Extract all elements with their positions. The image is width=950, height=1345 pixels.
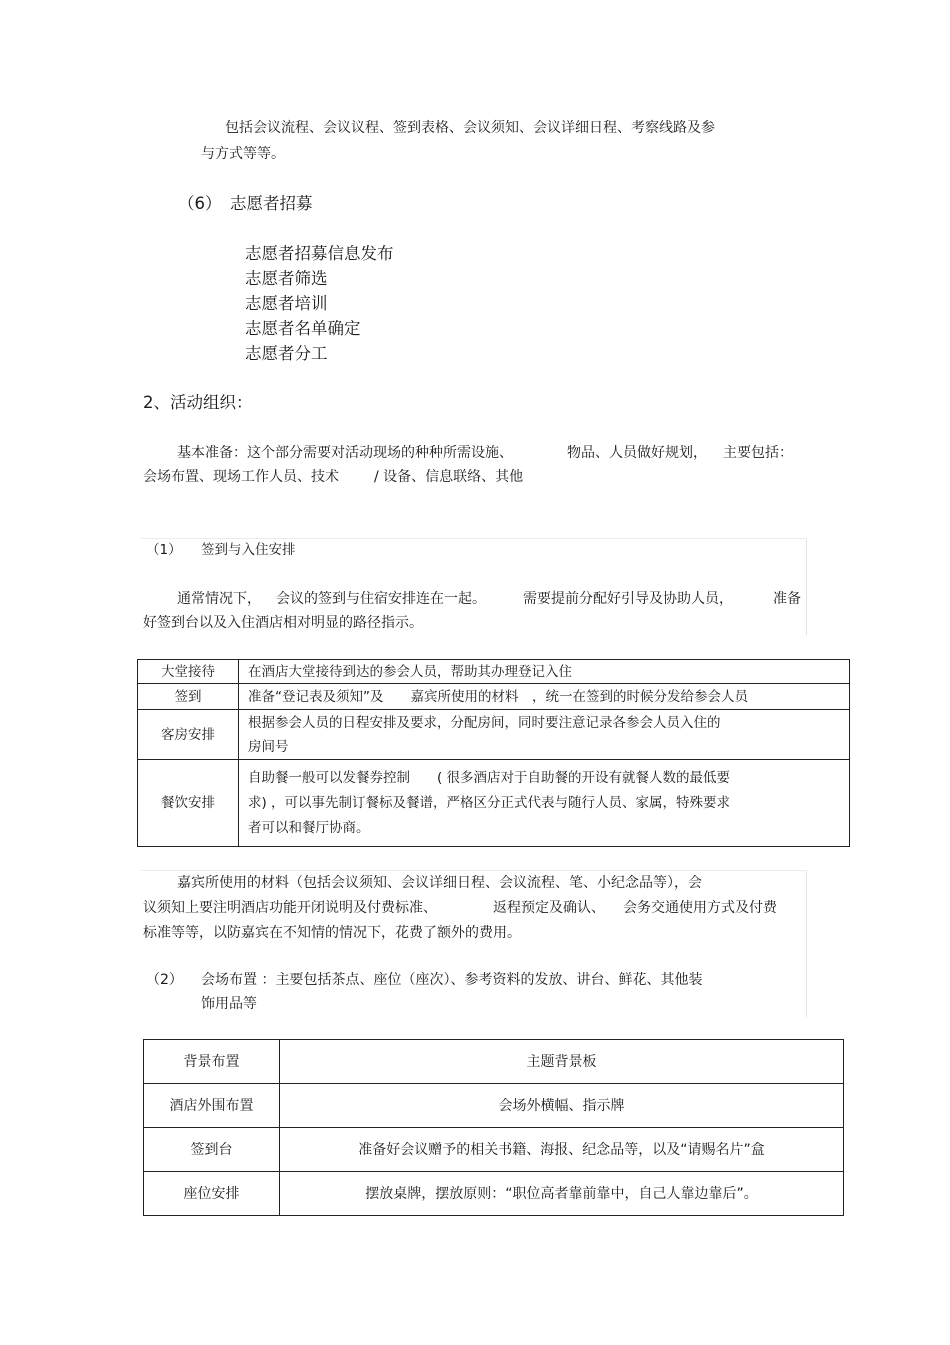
materials-line-1: 嘉宾所使用的材料（包括会议须知、会议详细日程、会议流程、笔、小纪念品等），会 [177, 875, 702, 891]
signin-number: （1） [146, 542, 182, 558]
signin-title: 签到与入住安排 [201, 542, 296, 558]
signin-p1c: 需要提前分配好引导及协助人员， [523, 591, 733, 607]
table-cell-key: 签到 [138, 684, 239, 710]
table-cell-value [239, 660, 850, 684]
table-cell-value [239, 684, 850, 710]
cell-line: 准备“登记表及须知”及 嘉宾所使用的材料 ，统一在签到的时候分发给参会人员 [248, 688, 748, 705]
table-cell-key: 大堂接待 [138, 660, 239, 684]
intro-line-2: 与方式等等。 [201, 146, 285, 162]
table-row [138, 760, 850, 847]
list-item: 志愿者名单确定 [245, 319, 361, 338]
materials-line-2a: 议须知上要注明酒店功能开闭说明及付费标准、 [143, 900, 437, 916]
list-item: 志愿者培训 [245, 294, 328, 313]
table-row [144, 1040, 844, 1084]
table-row [144, 1084, 844, 1128]
list-item: 志愿者筛选 [245, 269, 328, 288]
table-row [138, 660, 850, 684]
table-cell-key: 餐饮安排 [138, 760, 239, 847]
table-cell-key: 座位安排 [144, 1172, 280, 1216]
basic-line-1a: 基本准备：这个部分需要对活动现场的种种所需设施、 [177, 445, 513, 461]
table-row [144, 1172, 844, 1216]
materials-line-2c: 会务交通使用方式及付费 [623, 900, 777, 916]
materials-line-2b: 返程预定及确认、 [493, 900, 605, 916]
cell-line: 在酒店大堂接待到达的参会人员，帮助其办理登记入住 [248, 663, 572, 680]
table-cell-key: 背景布置 [144, 1040, 280, 1084]
table-cell-value: 主题背景板 [280, 1040, 844, 1084]
materials-line-3: 标准等等，以防嘉宾在不知情的情况下，花费了额外的费用。 [143, 925, 521, 941]
table-row [138, 684, 850, 710]
table-cell-value: 摆放桌牌，摆放原则：“职位高者靠前靠中，自己人靠边靠后”。 [280, 1172, 844, 1216]
section-2-heading: 2、活动组织： [143, 393, 253, 412]
table-row [138, 710, 850, 760]
basic-line-1c: 主要包括： [723, 445, 793, 461]
signin-p2: 好签到台以及入住酒店相对明显的路径指示。 [143, 615, 423, 631]
basic-line-1b: 物品、人员做好规划， [567, 445, 707, 461]
basic-line-2b: / 设备、信息联络、其他 [374, 469, 524, 485]
table-cell-value: 准备好会议赠予的相关书籍、海报、纪念品等，以及“请赐名片”盒 [280, 1128, 844, 1172]
venue-number: （2） [146, 972, 183, 988]
table-cell-key: 酒店外围布置 [144, 1084, 280, 1128]
cell-line: 自助餐一般可以发餐券控制 ( 很多酒店对于自助餐的开设有就餐人数的最低要 [248, 769, 731, 786]
cell-line: 求) ，可以事先制订餐标及餐谱，严格区分正式代表与随行人员、家属，特殊要求 [248, 794, 731, 811]
basic-line-2a: 会场布置、现场工作人员、技术 [143, 469, 339, 485]
volunteer-list [245, 241, 394, 366]
section-6-title: 志愿者招募 [230, 194, 313, 213]
cell-line: 者可以和餐厅协商。 [248, 819, 370, 836]
intro-line-1: 包括会议流程、会议议程、签到表格、会议须知、会议详细日程、考察线路及参 [225, 120, 715, 136]
table-cell-key: 签到台 [144, 1128, 280, 1172]
table-cell-value [239, 710, 850, 760]
list-item: 志愿者招募信息发布 [245, 244, 394, 263]
table-row [144, 1128, 844, 1172]
signin-p1b: 会议的签到与住宿安排连在一起。 [276, 591, 486, 607]
signin-p1d: 准备 [773, 591, 801, 607]
table-cell-value [239, 760, 850, 847]
venue-text-2: 饰用品等 [201, 996, 257, 1012]
table-cell-value: 会场外横幅、指示牌 [280, 1084, 844, 1128]
venue-text-1: 会场布置 ：主要包括茶点、座位（座次）、参考资料的发放、讲台、鲜花、其他装 [201, 972, 703, 988]
table-cell-key: 客房安排 [138, 710, 239, 760]
cell-line: 房间号 [248, 738, 289, 755]
signin-table [137, 659, 850, 847]
list-item: 志愿者分工 [245, 344, 328, 363]
venue-table [143, 1039, 844, 1216]
section-6-number: （6） [178, 194, 222, 213]
signin-p1a: 通常情况下， [177, 591, 261, 607]
cell-line: 根据参会人员的日程安排及要求，分配房间，同时要注意记录各参会人员入住的 [248, 714, 721, 731]
